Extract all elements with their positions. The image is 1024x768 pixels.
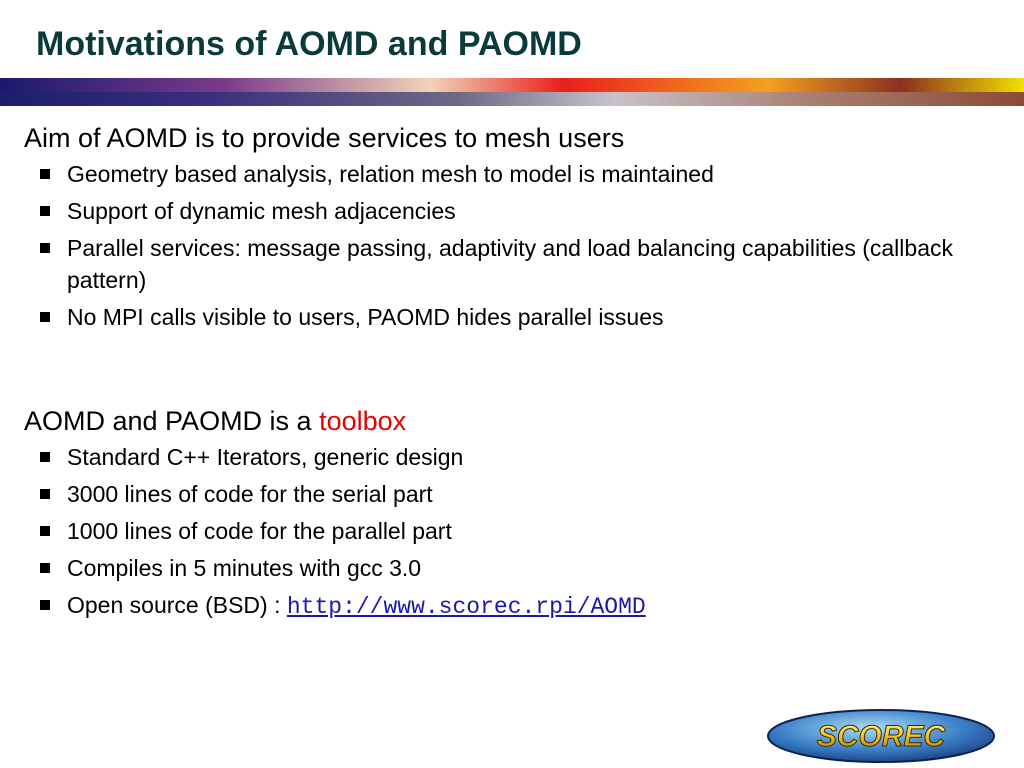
- list-item: [24, 441, 984, 473]
- bullet-text: No MPI calls visible to users, PAOMD hides parallel issues: [67, 304, 664, 330]
- bullet-list-aim: [24, 158, 984, 333]
- bullet-text: Compiles in 5 minutes with gcc 3.0: [67, 555, 422, 581]
- bullet-square-icon: [40, 526, 50, 536]
- title-divider-bar: [0, 78, 1024, 106]
- bullet-text: Support of dynamic mesh adjacencies: [67, 198, 456, 224]
- bullet-square-icon: [40, 312, 50, 322]
- section-heading-toolbox: [24, 403, 984, 439]
- logo-text: SCOREC: [816, 720, 946, 753]
- list-item: [24, 232, 984, 296]
- bullet-text: Open source (BSD) :: [67, 592, 287, 618]
- bullet-text: Geometry based analysis, relation mesh to model is maintained: [67, 161, 714, 187]
- scorec-logo-icon: [766, 708, 996, 764]
- bullet-square-icon: [40, 206, 50, 216]
- bullet-text: Standard C++ Iterators, generic design: [67, 444, 464, 470]
- bullet-list-toolbox: [24, 441, 984, 623]
- bullet-text: 1000 lines of code for the parallel part: [67, 518, 452, 544]
- bullet-square-icon: [40, 563, 50, 573]
- bullet-square-icon: [40, 452, 50, 462]
- bullet-square-icon: [40, 489, 50, 499]
- aomd-source-link[interactable]: http://www.scorec.rpi/AOMD: [286, 594, 646, 620]
- bullet-text: Parallel services: message passing, adaptivity and load balancing capabilities (callback pattern): [67, 235, 953, 293]
- bullet-square-icon: [40, 169, 50, 179]
- bullet-square-icon: [40, 243, 50, 253]
- heading-emphasis: toolbox: [319, 406, 407, 436]
- list-item: [24, 589, 984, 623]
- list-item: [24, 195, 984, 227]
- heading-prefix: AOMD and PAOMD is a: [24, 406, 320, 436]
- bullet-text: 3000 lines of code for the serial part: [67, 481, 433, 507]
- list-item: [24, 515, 984, 547]
- section-toolbox: [24, 403, 984, 628]
- list-item: [24, 552, 984, 584]
- section-heading-aim: Aim of AOMD is to provide services to mesh users: [24, 123, 625, 153]
- bullet-square-icon: [40, 600, 50, 610]
- list-item: [24, 478, 984, 510]
- page-title: Motivations of AOMD and PAOMD: [36, 25, 582, 63]
- list-item: [24, 301, 984, 333]
- list-item: [24, 158, 984, 190]
- section-aim: [24, 120, 984, 338]
